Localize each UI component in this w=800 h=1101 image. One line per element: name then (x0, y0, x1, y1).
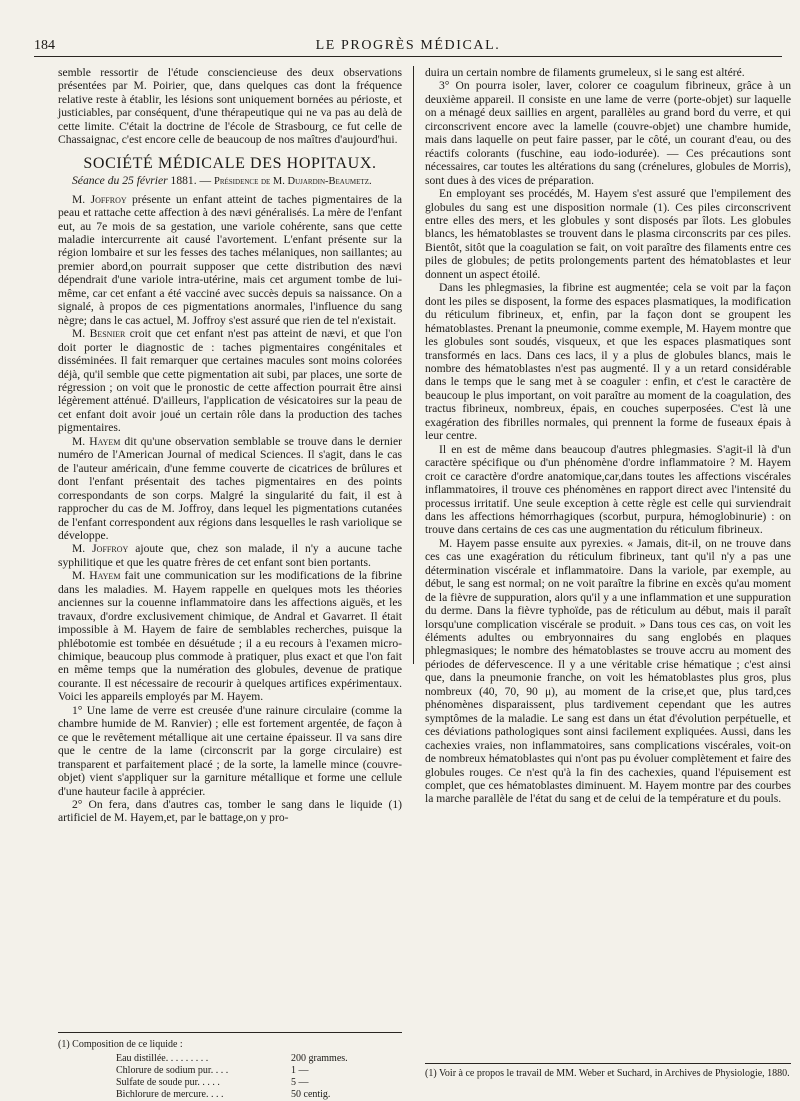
seance-year: 1881. — (167, 174, 214, 188)
running-title: LE PROGRÈS MÉDICAL. (315, 38, 501, 53)
paragraph-text: fait une communication sur les modifications de la fibrine dans les maladies. M. Hayem rappelle en quelques mots les théories anciennes sur la couenne inflammatoire dans les affections aiguës, et les travaux, d'ordre exclusivement chimique, de Andral et Gavarret. Il était impossible à M. Hayem de faire de semblables recherches, puisque la phlébotomie est tombée en désuétude ; il a eu recours à l'examen micro-chimique, beaucoup plus commode à pratiquer, plus exact et que l'on fait en même temps que la numération des globules, devenue de pratique courante. Il est nécessaire de recourir à quelques artifices expérimentaux. Voici les appareils employés par M. Hayem. (58, 569, 402, 704)
speaker-name: Hayem (89, 569, 121, 583)
paragraph-text: ajoute que, chez son malade, il n'y a aucune tache syphilitique et que les quatre frères de cet enfant sont bien portants. (58, 542, 403, 569)
speaker-name: Hayem (89, 434, 121, 448)
footnote-reference (425, 1063, 791, 1080)
ingredient-name: Eau distillée. . . . . . . . . (116, 1053, 209, 1064)
ingredient-name: Sulfate de soude pur. . . . . (116, 1077, 220, 1088)
composition-row (116, 1065, 402, 1077)
paragraph-joffroy-1: M. Joffroy présente un enfant atteint de taches pigmentaires de la peau et rattache cette affection à des nævi généralisés. La mère de l'enfant eut, au 7e mois de sa gestation, une variole cohérente, sans que cette maladie intercurrente ait causé l'avortement. L'enfant présente sur la région lombaire et sur les fesses des taches mélaniques, non saillantes; au premier abord,on pourrait supposer que cette distribution des nævi dépendrait d'une variole intra-utérine, mais cet argument tombe de lui-même, car cet enfant a été vacciné avec succès depuis sa naissance. On a signalé, à propos de ces pigmentations anormales, l'influence du sang nègre; dans le cas actuel, M. Joffroy s'est assuré que rien de tel n'existait. (58, 192, 402, 327)
speaker-name: Besnier (89, 327, 126, 341)
seance-president: Présidence de M. Dujardin-Beaumetz. (214, 176, 372, 188)
speaker-name: Joffroy (92, 542, 129, 556)
paragraph-apparatus-2: 2° On fera, dans d'autres cas, tomber le sang dans le liquide (1) artificiel de M. Hayem,et, par le battage,on y pro- (58, 798, 402, 825)
composition-row (116, 1089, 402, 1101)
ingredient-name: Bichlorure de mercure. . . . (116, 1089, 224, 1100)
ingredient-name: Chlorure de sodium pur. . . . (116, 1065, 229, 1076)
paragraph-pyrexies: M. Hayem passe ensuite aux pyrexies. « Jamais, dit-il, on ne trouve dans ces cas une exagération du réticulum fibrineux, tant qu'il n'y a pas une détermination viscérale et inflammatoire. Dans la variole, par exemple, au début, le sang est normal; on ne voit paraître la fibrine en excès qu'au moment de la fièvre de suppuration, alors qu'il y a une inflammation et une suppuration du derme. Dans la fièvre typhoïde, pas de réticulum au début, mais il paraît lorsqu'une complication viscérale se produit. » Dans tous ces cas, on voit les éléments adultes ou embryonnaires du sang englobés en plaques phlegmasiques; le nombre des hématoblastes se trouve accru au moment des périodes de défervescence. Il y a une véritable crise hématique ; c'est ainsi que, dans la pneumonie franche, on voit les hématoblastes plus gros, plus nombreux (40, 70, 90 μ), au moment de la crise,et que, plus tard,ces phénomènes disparaissent, plus tardivement cependant que les autres symptômes de la maladie. Le sang est dans un état d'évolution perpétuelle, et ces déviations pathologiques sont ainsi facilement expliquées. Aussi, dans les cachexies vraies, non inflammatoires, sans complications viscérales, voit-on de nombreux hématoblastes qui n'ont pas pu évoluer complètement et faire des globules rouges. Ce n'est qu'à la fin des cachexies, quand l'épuisement est complet, que ces hématoblastes diminuent. M. Hayem montre par des courbes la marche parallèle de l'état du sang et de celui de la température et du pouls. (425, 536, 791, 806)
footnote-title: (1) Composition de ce liquide : (58, 1039, 183, 1050)
paragraph-apparatus-1: 1° Une lame de verre est creusée d'une rainure circulaire (comme la chambre humide de M. Ranvier) ; elle est fortement argentée, de façon à ce que le revêtement métallique ait une certaine épaisseur. Il va sans dire que le centre de la lame (circonscrit par la gorge circulaire) est transparent et parfaitement placé ; de la sorte, la lamelle mince (couvre-objet) vient s'appliquer sur la garniture métallique et forme une cellule d'une hauteur facile à apprécier. (58, 703, 402, 798)
paragraph-continuation: duira un certain nombre de filaments grumeleux, si le sang est altéré. (425, 66, 745, 79)
right-column (425, 66, 791, 806)
composition-row (116, 1053, 402, 1065)
intro-paragraph: semble ressortir de l'étude consciencieuse des deux observations présentées par M. Poirier, que, dans quelques cas dont la fréquence relative reste à établir, les lésions sont uniquement bornées au périoste, et justiciables, par conséquent, d'une thérapeutique qui ne va pas au delà de cette limite. C'était la doctrine de l'école de Strasbourg, ce fut celle de Chassaignac, c'est encore celle de beaucoup de nos maîtres d'aujourd'hui. (58, 66, 402, 147)
paragraph-apparatus-3: 3° On pourra isoler, laver, colorer ce coagulum fibrineux, grâce à un deuxième appareil. Il consiste en une lame de verre (porte-objet) sur laquelle on a ménagé deux saillies en argent, parallèles au grand bord du verre, et qui circonscrivent encore avec la lamelle (couvre-objet) une chambre humide, mais dans laquelle on peut faire passer, par le côté, un courant d'eau, ou des réactifs colorants (fuschine, eau iodo-iodurée). — Ces précautions sont nécessaires, car toutes les altérations du sang (crénelures, globules de Morris), sont dues à des vices de préparation. (425, 79, 791, 187)
seance-line (58, 174, 402, 188)
paragraph-other-phlegmasies: Il en est de même dans beaucoup d'autres phlegmasies. S'agit-il là d'un caractère spécifique ou d'un phénomène d'ordre inflammatoire ? M. Hayem croit ce caractère d'ordre anatomique,car,dans toutes les affections viscérales inflammatoires, il trouve ces phénomènes en rapport direct avec l'intensité du processus irritatif. Une seule exception à cette règle est celle qui surviendrait dans les affections hémorrhagiques (scorbut, purpura, hémoglobinurie) : on trouve dans certains de ces cas une augmentation du réticulum fibrineux. (425, 442, 791, 537)
paragraph-text: présente un enfant atteint de taches pigmentaires de la peau et rattache cette affection à des nævi généralisés. La mère de l'enfant eut, au 7e mois de sa gestation, une variole cohérente, sans que cette maladie intercurrente ait causé l'avortement. L'enfant présente sur la région lombaire et sur les fesses des taches mélaniques, non saillantes; au premier abord,on pourrait supposer que cette distribution des nævi dépendrait d'une variole intra-utérine, mais cet argument tombe de lui-même, car cet enfant a été vacciné avec succès depuis sa naissance. On a signalé, à propos de ces pigmentations anormales, l'influence du sang nègre; dans le cas actuel, M. Joffroy s'est assuré que rien de tel n'existait. (58, 192, 402, 327)
footnote-text: (1) Voir à ce propos le travail de MM. Weber et Suchard, in Archives de Physiologie, 1880. (425, 1068, 790, 1079)
speaker-name: Joffroy (90, 192, 127, 206)
left-column (58, 66, 402, 825)
section-title: SOCIÉTÉ MÉDICALE DES HOPITAUX. (83, 154, 377, 172)
ingredient-amount: 1 — (291, 1065, 309, 1076)
column-divider (413, 66, 414, 664)
paragraph-besnier: M. Besnier croit que cet enfant n'est pas atteint de nævi, et que l'on doit porter le diagnostic de : taches pigmentaires congénitales et disséminées. Il fait remarquer que certaines macules sont moins colorées déjà, qu'il semble que cette pigmentation ait subi, par places, une sorte de régression ; on voit que le pronostic de cette affection pourrait être ainsi légèrement atténué. D'ailleurs, l'application de vésicatoires sur la peau de cet enfant doit avoir joué un certain rôle dans la production des taches pigmentaires. (58, 327, 402, 435)
paragraph-hayem-2: M. Hayem fait une communication sur les modifications de la fibrine dans les maladies. M. Hayem rappelle en quelques mots les théories anciennes sur la couenne inflammatoire dans les affections aiguës, et les travaux, d'ordre exclusivement chimique, de Andral et Gavarret. Il était impossible à M. Hayem de faire de semblables recherches, puisque la phlébotomie est tombée en désuétude ; il a eu recours à l'examen micro-chimique, beaucoup plus commode à pratiquer, plus exact et que l'on fait en même temps que la numération des globules, devenue de pratique courante. Il est nécessaire de recourir à quelques artifices expérimentaux. Voici les appareils employés par M. Hayem. (58, 569, 402, 704)
page-number: 184 (34, 38, 55, 53)
paragraph-text: croit que cet enfant n'est pas atteint de nævi, et que l'on doit porter le diagnostic de : taches pigmentaires congénitales et disséminées. Il fait remarquer que certaines macules sont moins colorées déjà, qu'il semble que cette pigmentation ait subi, par places, une sorte de régression ; on voit que le pronostic de cette affection pourrait être ainsi légèrement atténué. D'ailleurs, l'application de vésicatoires sur la peau de cet enfant doit avoir joué un certain rôle dans la production des taches pigmentaires. (58, 327, 402, 435)
paragraph-globules: En employant ses procédés, M. Hayem s'est assuré que l'empilement des globules du sang est une disposition normale (1). Ces piles circonscrivent entre elles des mers, et les globules y sont disposés par îlots. Les globules blancs, les hématoblastes se trouvent dans le plasma circonscrits par ces piles. Bientôt, sitôt que la coagulation se fait, on voit paraître des filaments entre ces piles de globules; de petits prolongements partent des hématoblastes et leur donnent un aspect étoilé. (425, 187, 791, 281)
paragraph-hayem-1: M. Hayem dit qu'une observation semblable se trouve dans le dernier numéro de l'American Journal of medical Sciences. Il s'agit, dans le cas de l'auteur américain, d'une femme couverte de cicatrices de brûlures et dont l'enfant présentait des taches pigmentaires en des points correspondants de son corps. Malgré la singularité du fait, il est à rapprocher du cas de M. Joffroy, dans lequel les pigmentations cutanées de l'enfant correspondent aux régions dans lesquelles le rash variolique se développe. (58, 434, 402, 542)
ingredient-amount: 200 grammes. (291, 1053, 348, 1064)
footnote-liquid-composition (58, 1032, 402, 1101)
paragraph-phlegmasies: Dans les phlegmasies, la fibrine est augmentée; cela se voit par la façon dont les piles se disposent, la forme des espaces plasmatiques, la modification du réticulum fibrineux, et, enfin, par la façon dont se groupent les hématoblastes. Prenant la pneumonie, comme exemple, M. Hayem montre que les globules sont soudés, visqueux, et que les espaces plasmatiques sont transformés en lacs. Dans ces lacs, il y a plus de globules blancs, mais le nombre des hématoblastes n'est pas augmenté. Il y a un retard considérable dans le temps que le sang met à se coaguler : enfin, et c'est le caractère de beaucoup le plus important, on voit paraître au moment de la coagulation, des tractus fibrineux, nombreux, épais, en couches superposées. C'est là une exagération des fibrilles normales, qui prennent la forme de fuseaux épais à leur centre. (425, 281, 791, 443)
paragraph-joffroy-2: M. Joffroy ajoute que, chez son malade, il n'y a aucune tache syphilitique et que les quatre frères de cet enfant sont bien portants. (58, 542, 403, 569)
seance-date: Séance du 25 février (72, 174, 168, 188)
composition-row (116, 1077, 402, 1089)
paragraph-text: dit qu'une observation semblable se trouve dans le dernier numéro de l'American Journal of medical Sciences. Il s'agit, dans le cas de l'auteur américain, d'une femme couverte de cicatrices de brûlures et dont l'enfant présentait des taches pigmentaires en des points correspondants de son corps. Malgré la singularité du fait, il est à rapprocher du cas de M. Joffroy, dans lequel les pigmentations cutanées de l'enfant correspondent aux régions dans lesquelles le rash variolique se développe. (58, 434, 402, 542)
ingredient-amount: 5 — (291, 1077, 309, 1088)
page-header (34, 38, 782, 57)
ingredient-amount: 50 centig. (291, 1089, 331, 1100)
